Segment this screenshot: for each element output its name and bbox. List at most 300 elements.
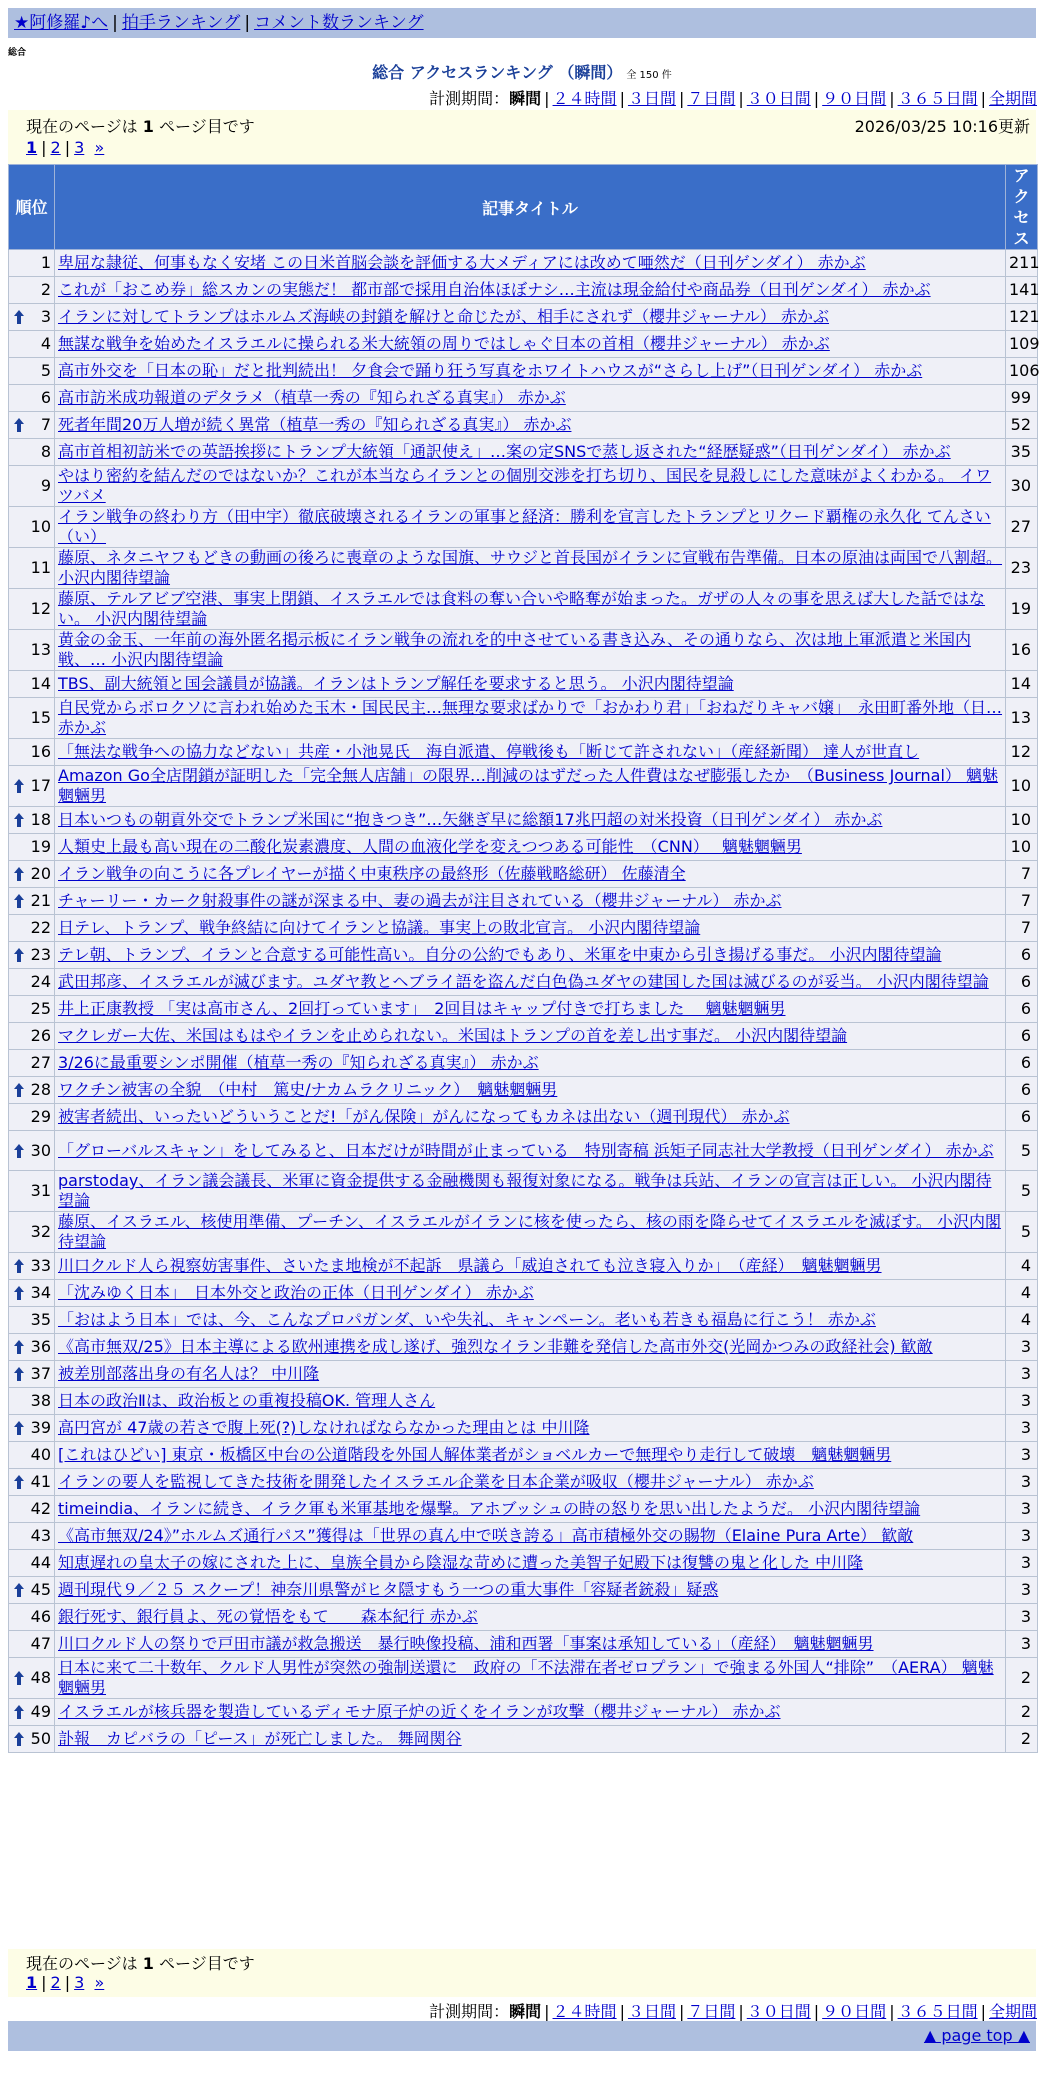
current-page-number: 1 (142, 117, 154, 136)
period-label: 計測期間： (429, 2002, 510, 2021)
period-separator: | (678, 2002, 685, 2021)
rank-cell (9, 698, 55, 739)
access-count-cell (1006, 698, 1038, 739)
title-cell (55, 1361, 1006, 1388)
rank-number: 50 (30, 1729, 51, 1748)
article-title-link[interactable]: 川口クルド人ら視察妨害事件、さいたま地検が不起訴 県議ら「威迫されても泣き寝入りか」 （産経） 魑魅魍魎男 (58, 1256, 882, 1275)
article-title-link[interactable]: 《高市無双/25》日本主導による欧州連携を成し遂げ、強烈なイラン非難を発信した高市外交(光岡かつみの政経社会) 歓敵 (58, 1337, 933, 1356)
rank-cell (9, 1442, 55, 1469)
access-count-cell (1006, 1496, 1038, 1523)
page-title-line (0, 60, 1044, 83)
table-row (9, 1699, 1038, 1726)
table-row (9, 304, 1038, 331)
article-title-link[interactable]: 川口クルド人の祭りで戸田市議が救急搬送 暴行映像投稿、浦和西署「事案は承知している」（産経） 魑魅魍魎男 (58, 1634, 874, 1653)
table-row (9, 1212, 1038, 1253)
rank-cell (9, 385, 55, 412)
article-title-link[interactable]: イラン戦争の終わり方（田中宇）徹底破壊されるイランの軍事と経済：勝利を宣言したトランプとリクード覇権の永久化 てんさい（い） (58, 507, 991, 546)
period-option-link[interactable]: ３６５日間 (897, 89, 978, 108)
access-count-cell (1006, 358, 1038, 385)
title-cell (55, 861, 1006, 888)
title-cell (55, 1131, 1006, 1171)
table-row (9, 1050, 1038, 1077)
access-count: 6 (1020, 999, 1031, 1018)
up-arrow-icon (13, 1420, 25, 1436)
table-row (9, 1077, 1038, 1104)
period-option-link[interactable]: 全期間 (988, 89, 1037, 108)
table-row (9, 589, 1038, 630)
rank-cell (9, 807, 55, 834)
article-title-link[interactable]: 無謀な戦争を始めたイスラエルに操られる米大統領の周りではしゃぐ日本の首相（櫻井ジャーナル） 赤かぶ (58, 334, 830, 353)
access-count: 12 (1010, 742, 1031, 761)
comment-ranking-link[interactable]: コメント数ランキング (254, 13, 424, 33)
article-title-link[interactable]: やはり密約を結んだのではないか？これが本当ならイランとの個別交渉を打ち切り、国民を見殺しにした意味がよくわかる。 イワツバメ (58, 466, 992, 505)
access-count-cell (1006, 1415, 1038, 1442)
article-title-link[interactable]: 訃報 カピバラの「ピース」が死亡しました。 舞岡関谷 (58, 1729, 462, 1748)
article-title-link[interactable]: 高市首相初訪米での英語挨拶にトランプ大統領「通訳使え」…案の定SNSで蒸し返された“経歴疑惑”（日刊ゲンダイ） 赤かぶ (58, 442, 951, 461)
period-option-current: 瞬間 (509, 2002, 542, 2021)
table-header-row (9, 165, 1038, 250)
rank-number: 25 (30, 999, 51, 1018)
article-title-link[interactable]: 「無法な戦争への協力などない」共産・小池晃氏 海自派遣、停戦後も「断じて許されない」（産経新聞） 達人が世直し (58, 742, 920, 761)
access-count-cell (1006, 589, 1038, 630)
title-cell (55, 1334, 1006, 1361)
rank-number: 49 (30, 1702, 51, 1721)
rank-cell (9, 671, 55, 698)
table-row (9, 1577, 1038, 1604)
article-title-link[interactable]: 3/26に最重要シンポ開催（植草一秀の『知られざる真実』） 赤かぶ (58, 1053, 539, 1072)
access-count: 6 (1020, 1053, 1031, 1072)
page-info-top (8, 110, 1036, 164)
title-cell (55, 915, 1006, 942)
rank-number: 46 (30, 1607, 51, 1626)
access-count: 4 (1020, 1283, 1031, 1302)
article-title-link[interactable]: 卑屈な隷従、何事もなく安堵 この日米首脳会談を評価する大メディアには改めて唖然だ（日刊ゲンダイ） 赤かぶ (58, 253, 866, 272)
period-separator: | (544, 2002, 550, 2021)
access-count: 35 (1010, 442, 1031, 461)
current-page-text (26, 1951, 255, 1974)
current-page-number: 1 (142, 1954, 154, 1973)
access-count-cell (1006, 304, 1038, 331)
up-arrow-icon (13, 778, 25, 794)
table-row (9, 1023, 1038, 1050)
period-separator: | (889, 2002, 895, 2021)
access-count: 7 (1020, 891, 1031, 910)
rank-cell (9, 1280, 55, 1307)
access-count-cell (1006, 1631, 1038, 1658)
rank-cell (9, 1077, 55, 1104)
article-title-link[interactable]: マクレガー大佐、米国はもはやイランを止められない。米国はトランプの首を差し出す事だ。 小沢内閣待望論 (58, 1026, 848, 1045)
table-row (9, 969, 1038, 996)
period-option-link[interactable]: 全期間 (988, 2002, 1037, 2021)
rank-cell (9, 1171, 55, 1212)
title-cell (55, 1280, 1006, 1307)
article-title-link[interactable]: 武田邦彦、イスラエルが滅びます。ユダヤ教とヘブライ語を盗んだ白色偽ユダヤの建国した国は滅びるのが妥当。 小沢内閣待望論 (58, 972, 989, 991)
rank-number: 38 (30, 1391, 51, 1410)
title-cell (55, 304, 1006, 331)
rank-number: 6 (40, 388, 51, 407)
title-cell (55, 834, 1006, 861)
article-title-link[interactable]: イスラエルが核兵器を製造しているディモナ原子炉の近くをイランが攻撃（櫻井ジャーナル） 赤かぶ (58, 1702, 781, 1721)
up-arrow-icon (13, 1731, 25, 1747)
rank-number: 28 (30, 1080, 51, 1099)
period-option-link[interactable]: ３日間 (627, 2002, 676, 2021)
rank-cell (9, 1361, 55, 1388)
table-row (9, 698, 1038, 739)
rank-number: 3 (40, 307, 51, 326)
article-title-link[interactable]: 高市外交を「日本の恥」だと批判続出！ 夕食会で踊り狂う写真をホワイトハウスが“さらし上げ”（日刊ゲンダイ） 赤かぶ (58, 361, 923, 380)
rank-number: 20 (30, 864, 51, 883)
access-count: 3 (1020, 1445, 1031, 1464)
article-title-link[interactable]: 《高市無双/24》”ホルムズ通行パス”獲得は「世界の真ん中で咲き誇る」高市積極外交の賜物（Elaine Pura Arte） 歓敵 (58, 1526, 914, 1545)
rank-number: 23 (30, 945, 51, 964)
rank-cell (9, 1577, 55, 1604)
rank-number: 13 (30, 640, 51, 659)
table-row (9, 1658, 1038, 1699)
table-row (9, 807, 1038, 834)
access-count: 4 (1020, 1310, 1031, 1329)
home-link[interactable]: ★阿修羅♪へ (14, 13, 109, 33)
period-option-link[interactable]: ９０日間 (822, 89, 887, 108)
article-title-link[interactable]: 自民党からボロクソに言われ始めた玉木・国民民主…無理な要求ばかりで「おかわり君」「おねだりキャバ嬢」 永田町番外地（日… 赤かぶ (58, 698, 1003, 737)
title-cell (55, 888, 1006, 915)
article-title-link[interactable]: 「グローバルスキャン」をしてみると、日本だけが時間が止まっている 特別寄稿 浜矩子同志社大学教授（日刊ゲンダイ） 赤かぶ (58, 1140, 994, 1160)
table-row (9, 1604, 1038, 1631)
rank-cell (9, 277, 55, 304)
access-count-cell (1006, 250, 1038, 277)
article-title-link[interactable]: 藤原、ネタニヤフもどきの動画の後ろに喪章のような国旗、サウジと首長国がイランに宣戦布告準備。日本の原油は両国で八割超。 小沢内閣待望論 (58, 548, 1003, 587)
period-option-current: 瞬間 (509, 89, 542, 108)
access-count: 3 (1020, 1418, 1031, 1437)
table-row (9, 331, 1038, 358)
rank-cell (9, 1496, 55, 1523)
up-arrow-icon (13, 947, 25, 963)
period-option-link[interactable]: ７日間 (687, 89, 736, 108)
period-separator: | (738, 89, 744, 108)
period-separator: | (619, 2002, 625, 2021)
access-header: アクセス (1006, 165, 1038, 250)
up-arrow-icon (13, 1339, 25, 1355)
title-cell (55, 1212, 1006, 1253)
article-title-link[interactable]: 高市訪米成功報道のデタラメ（植草一秀の『知られざる真実』） 赤かぶ (58, 388, 566, 407)
title-cell (55, 385, 1006, 412)
page-top-link[interactable]: ▲ page top ▲ (923, 2026, 1030, 2045)
nav-separator: | (244, 13, 251, 33)
pager-page-link[interactable]: 2 (50, 1973, 61, 1992)
access-count: 3 (1020, 1337, 1031, 1356)
article-title-link[interactable]: ワクチン被害の全貌 （中村 篤史/ナカムラクリニック） 魑魅魍魎男 (58, 1080, 558, 1099)
pager-next-link[interactable]: » (94, 138, 105, 157)
access-count: 10 (1010, 776, 1031, 795)
access-count-cell (1006, 888, 1038, 915)
article-title-link[interactable]: TBS、副大統領と国会議員が協議。イランはトランプ解任を要求すると思う。 小沢内閣待望論 (58, 674, 734, 693)
access-count-cell (1006, 548, 1038, 589)
access-count: 3 (1020, 1580, 1031, 1599)
current-page-suffix: ページ目です (159, 1954, 255, 1973)
table-row (9, 1496, 1038, 1523)
pager-page-link[interactable]: 3 (74, 1973, 85, 1992)
access-count: 6 (1020, 972, 1031, 991)
article-title-link[interactable]: 被差別部落出身の有名人は？ 中川隆 (58, 1364, 320, 1383)
title-cell (55, 1699, 1006, 1726)
article-title-link[interactable]: これが「おこめ券」総スカンの実態だ！ 都市部で採用自治体ほぼナシ…主流は現金給付や商品券（日刊ゲンダイ） 赤かぶ (58, 280, 931, 299)
title-cell (55, 1496, 1006, 1523)
rank-cell (9, 969, 55, 996)
access-count: 13 (1010, 708, 1031, 727)
ranking-table (8, 164, 1038, 1753)
table-row (9, 1280, 1038, 1307)
access-count: 5 (1020, 1181, 1031, 1200)
access-count: 2 (1020, 1702, 1031, 1721)
access-count: 2 (1020, 1729, 1031, 1748)
access-count-cell (1006, 1388, 1038, 1415)
rank-number: 10 (30, 517, 51, 536)
access-count: 5 (1020, 1222, 1031, 1241)
title-cell (55, 739, 1006, 766)
article-title-link[interactable]: 「おはよう日本」では、今、こんなプロパガンダ、いや失礼、キャンペーン。老いも若きも福島に行こう！ 赤かぶ (58, 1310, 876, 1329)
access-count: 6 (1020, 1026, 1031, 1045)
article-title-link[interactable]: parstoday、イラン議会議長、米軍に資金提供する金融機関も報復対象になる。戦争は兵站、イランの宣言は正しい。 小沢内閣待望論 (58, 1171, 992, 1210)
access-count-cell (1006, 1253, 1038, 1280)
article-title-link[interactable]: 知恵遅れの皇太子の嫁にされた上に、皇族全員から陰湿な苛めに遭った美智子妃殿下は復讐の鬼と化した 中川隆 (58, 1553, 864, 1572)
period-separator: | (619, 89, 625, 108)
up-arrow-icon (13, 866, 25, 882)
current-page-prefix: 現在のページは (26, 1954, 138, 1973)
rank-number: 42 (30, 1499, 51, 1518)
rank-header: 順位 (9, 165, 55, 250)
title-cell (55, 1077, 1006, 1104)
rank-number: 9 (40, 476, 51, 495)
article-title-link[interactable]: 人類史上最も高い現在の二酸化炭素濃度、人間の血液化学を変えつつある可能性 （CNN） 魑魅魍魎男 (58, 837, 802, 856)
access-count-cell (1006, 1171, 1038, 1212)
access-count: 7 (1020, 918, 1031, 937)
rank-number: 11 (30, 558, 51, 577)
access-count: 109 (1009, 334, 1040, 353)
up-arrow-icon (13, 1366, 25, 1382)
rank-cell (9, 834, 55, 861)
page-title: 総合 アクセスランキング （瞬間） (372, 63, 623, 82)
up-arrow-icon (13, 309, 25, 325)
period-separator: | (813, 89, 820, 108)
rank-number: 14 (30, 674, 51, 693)
access-count: 211 (1009, 253, 1040, 272)
table-row (9, 1307, 1038, 1334)
access-count-cell (1006, 1334, 1038, 1361)
rank-cell (9, 1388, 55, 1415)
article-title-link[interactable]: timeindia、イランに続き、イラク軍も米軍基地を爆撃。アホブッシュの時の怒りを思い出したようだ。 小沢内閣待望論 (58, 1499, 921, 1518)
article-title-link[interactable]: 藤原、イスラエル、核使用準備、プーチン、イスラエルがイランに核を使ったら、核の雨を降らせてイスラエルを滅ぼす。 小沢内閣待望論 (58, 1212, 1002, 1251)
up-arrow-icon (13, 1082, 25, 1098)
article-title-link[interactable]: 日本いつもの朝貢外交でトランプ米国に“抱きつき”…矢継ぎ早に総額17兆円超の対米投資（日刊ゲンダイ） 赤かぶ (58, 810, 883, 829)
pager-current-page[interactable]: 1 (26, 138, 38, 157)
rank-cell (9, 1050, 55, 1077)
article-title-link[interactable]: 日テレ、トランプ、戦争終結に向けてイランと協議。事実上の敗北宣言。 小沢内閣待望論 (58, 918, 701, 937)
pager-page-link[interactable]: 2 (50, 138, 61, 157)
rank-number: 44 (30, 1553, 51, 1572)
access-count: 3 (1020, 1472, 1031, 1491)
article-title-link[interactable]: [これはひどい] 東京・板橋区中台の公道階段を外国人解体業者がショベルカーで無理やり走行して破壊 魑魅魍魎男 (58, 1445, 892, 1464)
table-row (9, 358, 1038, 385)
table-row (9, 996, 1038, 1023)
access-count: 10 (1010, 810, 1031, 829)
article-title-link[interactable]: Amazon Go全店閉鎖が証明した「完全無人店舗」の限界…削減のはずだった人件費はなぜ膨張したか （Business Journal） 魑魅魍魎男 (58, 766, 999, 805)
title-cell (55, 1577, 1006, 1604)
article-title-link[interactable]: チャーリー・カーク射殺事件の謎が深まる中、妻の過去が注目されている（櫻井ジャーナル） 赤かぶ (58, 891, 782, 910)
article-title-link[interactable]: 週刊現代９／２５ スクープ！神奈川県警がヒタ隠すもう一つの重大事件「容疑者銃殺」疑惑 (58, 1580, 719, 1599)
rank-cell (9, 1104, 55, 1131)
table-row (9, 1469, 1038, 1496)
table-row (9, 861, 1038, 888)
table-row (9, 277, 1038, 304)
title-header: 記事タイトル (55, 165, 1006, 250)
period-option-link[interactable]: ３日間 (627, 89, 676, 108)
up-arrow-icon (13, 417, 25, 433)
access-count: 121 (1009, 307, 1040, 326)
rank-number: 35 (30, 1310, 51, 1329)
access-count-cell (1006, 1023, 1038, 1050)
rank-cell (9, 1699, 55, 1726)
period-separator: | (980, 89, 986, 108)
article-title-link[interactable]: 被害者続出、いったいどういうことだ!「がん保険」がんになってもカネは出ない（週刊現代） 赤かぶ (58, 1107, 790, 1126)
title-cell (55, 1604, 1006, 1631)
access-count-cell (1006, 385, 1038, 412)
access-count-cell (1006, 766, 1038, 807)
rank-number: 19 (30, 837, 51, 856)
rank-number: 2 (40, 280, 51, 299)
rank-number: 29 (30, 1107, 51, 1126)
rank-cell (9, 1469, 55, 1496)
access-count: 6 (1020, 945, 1031, 964)
title-cell (55, 630, 1006, 671)
title-cell (55, 969, 1006, 996)
title-cell (55, 589, 1006, 630)
access-count: 3 (1020, 1391, 1031, 1410)
pager (26, 1973, 104, 1992)
section-label: 総合 (8, 48, 27, 58)
table-row (9, 507, 1038, 548)
rank-number: 17 (30, 776, 51, 795)
rank-number: 31 (30, 1181, 51, 1200)
up-arrow-icon (13, 1285, 25, 1301)
up-arrow-icon (13, 812, 25, 828)
title-cell (55, 1023, 1006, 1050)
pager-current-page[interactable]: 1 (26, 1973, 38, 1992)
title-cell (55, 358, 1006, 385)
rank-cell (9, 1415, 55, 1442)
rank-number: 45 (30, 1580, 51, 1599)
title-cell (55, 671, 1006, 698)
pager-page-link[interactable]: 3 (74, 138, 85, 157)
title-cell (55, 996, 1006, 1023)
rank-cell (9, 1604, 55, 1631)
article-title-link[interactable]: 日本の政治Ⅱは、政治板との重複投稿OK. 管理人さん (58, 1391, 436, 1410)
table-row (9, 548, 1038, 589)
period-option-link[interactable]: ９０日間 (822, 2002, 887, 2021)
table-row (9, 1171, 1038, 1212)
title-cell (55, 1307, 1006, 1334)
table-row (9, 250, 1038, 277)
article-title-link[interactable]: イラン戦争の向こうに各プレイヤーが描く中東秩序の最終形（佐藤戦略総研） 佐藤清全 (58, 864, 686, 883)
access-count-cell (1006, 834, 1038, 861)
table-row (9, 1726, 1038, 1753)
access-count: 23 (1010, 558, 1031, 577)
title-cell (55, 1726, 1006, 1753)
period-separator: | (889, 89, 895, 108)
top-nav-bar (8, 8, 1036, 38)
article-title-link[interactable]: 日本に来て二十数年、クルド人男性が突然の強制送還に 政府の「不法滞在者ゼロプラン」で強まる外国人“排除” （AERA） 魑魅魍魎男 (58, 1658, 994, 1697)
article-title-link[interactable]: 藤原、テルアビブ空港、事実上閉鎖、イスラエルでは食料の奪い合いや略奪が始まった。ガザの人々の事を思えば大した話ではない。 小沢内閣待望論 (58, 589, 986, 628)
rank-number: 5 (40, 361, 51, 380)
period-separator: | (738, 2002, 744, 2021)
access-count-cell (1006, 1050, 1038, 1077)
title-cell (55, 942, 1006, 969)
period-selector-bottom (429, 1999, 1037, 2022)
up-arrow-icon (13, 893, 25, 909)
clap-ranking-link[interactable]: 拍手ランキング (121, 13, 241, 33)
article-title-link[interactable]: テレ朝、トランプ、イランと合意する可能性高い。自分の公約でもあり、米軍を中東から引き揚げる事だ。 小沢内閣待望論 (58, 945, 942, 964)
table-row (9, 630, 1038, 671)
period-option-link[interactable]: ３６５日間 (897, 2002, 978, 2021)
access-count-cell (1006, 1604, 1038, 1631)
article-title-link[interactable]: 高円宮が 47歳の若さで腹上死(?)しなければならなかった理由とは 中川隆 (58, 1418, 590, 1437)
table-row (9, 1131, 1038, 1171)
title-cell (55, 1550, 1006, 1577)
rank-cell (9, 412, 55, 439)
article-title-link[interactable]: 黄金の金玉、一年前の海外匿名掲示板にイラン戦争の流れを的中させている書き込み、その通りなら、次は地上軍派遣と米国内戦、… 小沢内閣待望論 (58, 630, 971, 669)
article-title-link[interactable]: 「沈みゆく日本」 日本外交と政治の正体（日刊ゲンダイ） 赤かぶ (58, 1283, 534, 1302)
rank-cell (9, 888, 55, 915)
period-option-link[interactable]: ２４時間 (552, 89, 617, 108)
rank-number: 39 (30, 1418, 51, 1437)
article-title-link[interactable]: イランに対してトランプはホルムズ海峡の封鎖を解けと命じたが、相手にされず（櫻井ジャーナル） 赤かぶ (58, 307, 830, 326)
period-separator: | (980, 2002, 986, 2021)
access-count-cell (1006, 1726, 1038, 1753)
title-cell (55, 412, 1006, 439)
nav-separator: | (112, 13, 118, 33)
bottom-bar (8, 2021, 1036, 2051)
rank-cell (9, 739, 55, 766)
table-row (9, 1361, 1038, 1388)
period-option-link[interactable]: ７日間 (687, 2002, 736, 2021)
rank-number: 4 (40, 334, 51, 353)
rank-number: 41 (30, 1472, 51, 1491)
period-option-link[interactable]: ３０日間 (746, 89, 811, 108)
access-count-cell (1006, 671, 1038, 698)
access-count: 3 (1020, 1553, 1031, 1572)
title-cell (55, 1050, 1006, 1077)
rank-cell (9, 1334, 55, 1361)
pager-next-link[interactable]: » (94, 1973, 105, 1992)
table-row (9, 1415, 1038, 1442)
rank-number: 27 (30, 1053, 51, 1072)
article-title-link[interactable]: イランの要人を監視してきた技術を開発したイスラエル企業を日本企業が吸収（櫻井ジャーナル） 赤かぶ (58, 1472, 814, 1491)
rank-number: 18 (30, 810, 51, 829)
table-row (9, 1442, 1038, 1469)
period-option-link[interactable]: ２４時間 (552, 2002, 617, 2021)
table-row (9, 671, 1038, 698)
access-count: 99 (1010, 388, 1031, 407)
title-cell (55, 1442, 1006, 1469)
article-title-link[interactable]: 井上正康教授 「実は高市さん、2回打っています」 2回目はキャップ付きで打ちました 魑魅魍魎男 (58, 999, 786, 1018)
rank-number: 24 (30, 972, 51, 991)
access-count-cell (1006, 942, 1038, 969)
access-count-cell (1006, 1550, 1038, 1577)
article-title-link[interactable]: 銀行死す、銀行員よ、死の覚悟をもて 森本紀行 赤かぶ (58, 1607, 478, 1626)
title-cell (55, 766, 1006, 807)
period-option-link[interactable]: ３０日間 (746, 2002, 811, 2021)
article-title-link[interactable]: 死者年間20万人増が続く異常（植草一秀の『知られざる真実』） 赤かぶ (58, 415, 572, 434)
access-count-cell (1006, 1077, 1038, 1104)
rank-number: 30 (30, 1140, 51, 1160)
